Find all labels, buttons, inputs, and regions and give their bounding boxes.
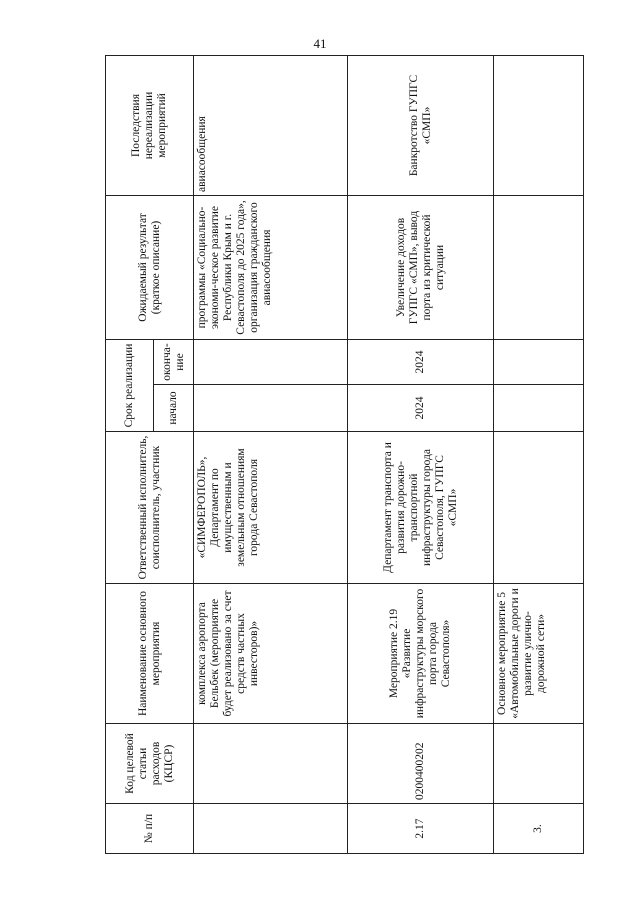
row-end xyxy=(194,340,348,385)
row-name: Основное мероприятие 5 «Автомобильные дороги и развитие улично-дорожной сети» xyxy=(494,584,584,724)
table-wrapper xyxy=(105,56,547,854)
table-row xyxy=(494,56,584,854)
page-number: 41 xyxy=(313,36,327,51)
row-start: 2024 xyxy=(348,385,494,432)
header-num: № п/п xyxy=(106,804,194,854)
header-name: Наименование основного мероприятия xyxy=(106,584,194,724)
row-result: Увеличение доходов ГУПГС «СМП», вывод порта из критической ситуации xyxy=(348,196,494,340)
row-end xyxy=(494,340,584,385)
header-term: Срок реализации xyxy=(106,340,154,432)
row-num: 2.17 xyxy=(348,804,494,854)
header-consequences: Последствия нереализации мероприятий xyxy=(106,56,194,196)
row-result: программы «Социально-экономи-ческое развитие Республики Крым и г. Севастополя до 2025 года», организация гражданского авиасообщения xyxy=(194,196,348,340)
row-num xyxy=(194,804,348,854)
table-row xyxy=(194,56,348,854)
row-name: Мероприятие 2.19 «Развитие инфраструктуры морского порта города Севастополя» xyxy=(348,584,494,724)
header-code: Код целевой статьи расходов (КЦСР) xyxy=(106,724,194,804)
row-result xyxy=(494,196,584,340)
row-consequences xyxy=(494,56,584,196)
header-executor: Ответственный исполнитель, соисполнитель, участник xyxy=(106,432,194,584)
rotated-table-container xyxy=(105,56,547,854)
header-term-end: оконча-ние xyxy=(154,340,194,385)
row-executor: «СИМФЕРОПОЛЬ», Департамент по имущественным и земельным отношениям города Севастополя xyxy=(194,432,348,584)
table-row xyxy=(348,56,494,854)
row-code xyxy=(494,724,584,804)
header-term-start: начало xyxy=(154,385,194,432)
row-consequences: Банкротство ГУПГС «СМП» xyxy=(348,56,494,196)
row-executor xyxy=(494,432,584,584)
row-consequences: авиасообщения xyxy=(194,56,348,196)
row-code: 0200400202 xyxy=(348,724,494,804)
row-start xyxy=(494,385,584,432)
row-end: 2024 xyxy=(348,340,494,385)
header-result: Ожидаемый результат (краткое описание) xyxy=(106,196,194,340)
row-start xyxy=(194,385,348,432)
row-executor: Департамент транспорта и развития дорожно-транспортной инфраструктуры города Севастополя, ГУПГС «СМП» xyxy=(348,432,494,584)
row-num: 3. xyxy=(494,804,584,854)
activities-table xyxy=(105,55,584,854)
row-code xyxy=(194,724,348,804)
row-name: комплекса аэропорта Бельбек (мероприятие будет реализовано за счет средств частных инвесторов)» xyxy=(194,584,348,724)
